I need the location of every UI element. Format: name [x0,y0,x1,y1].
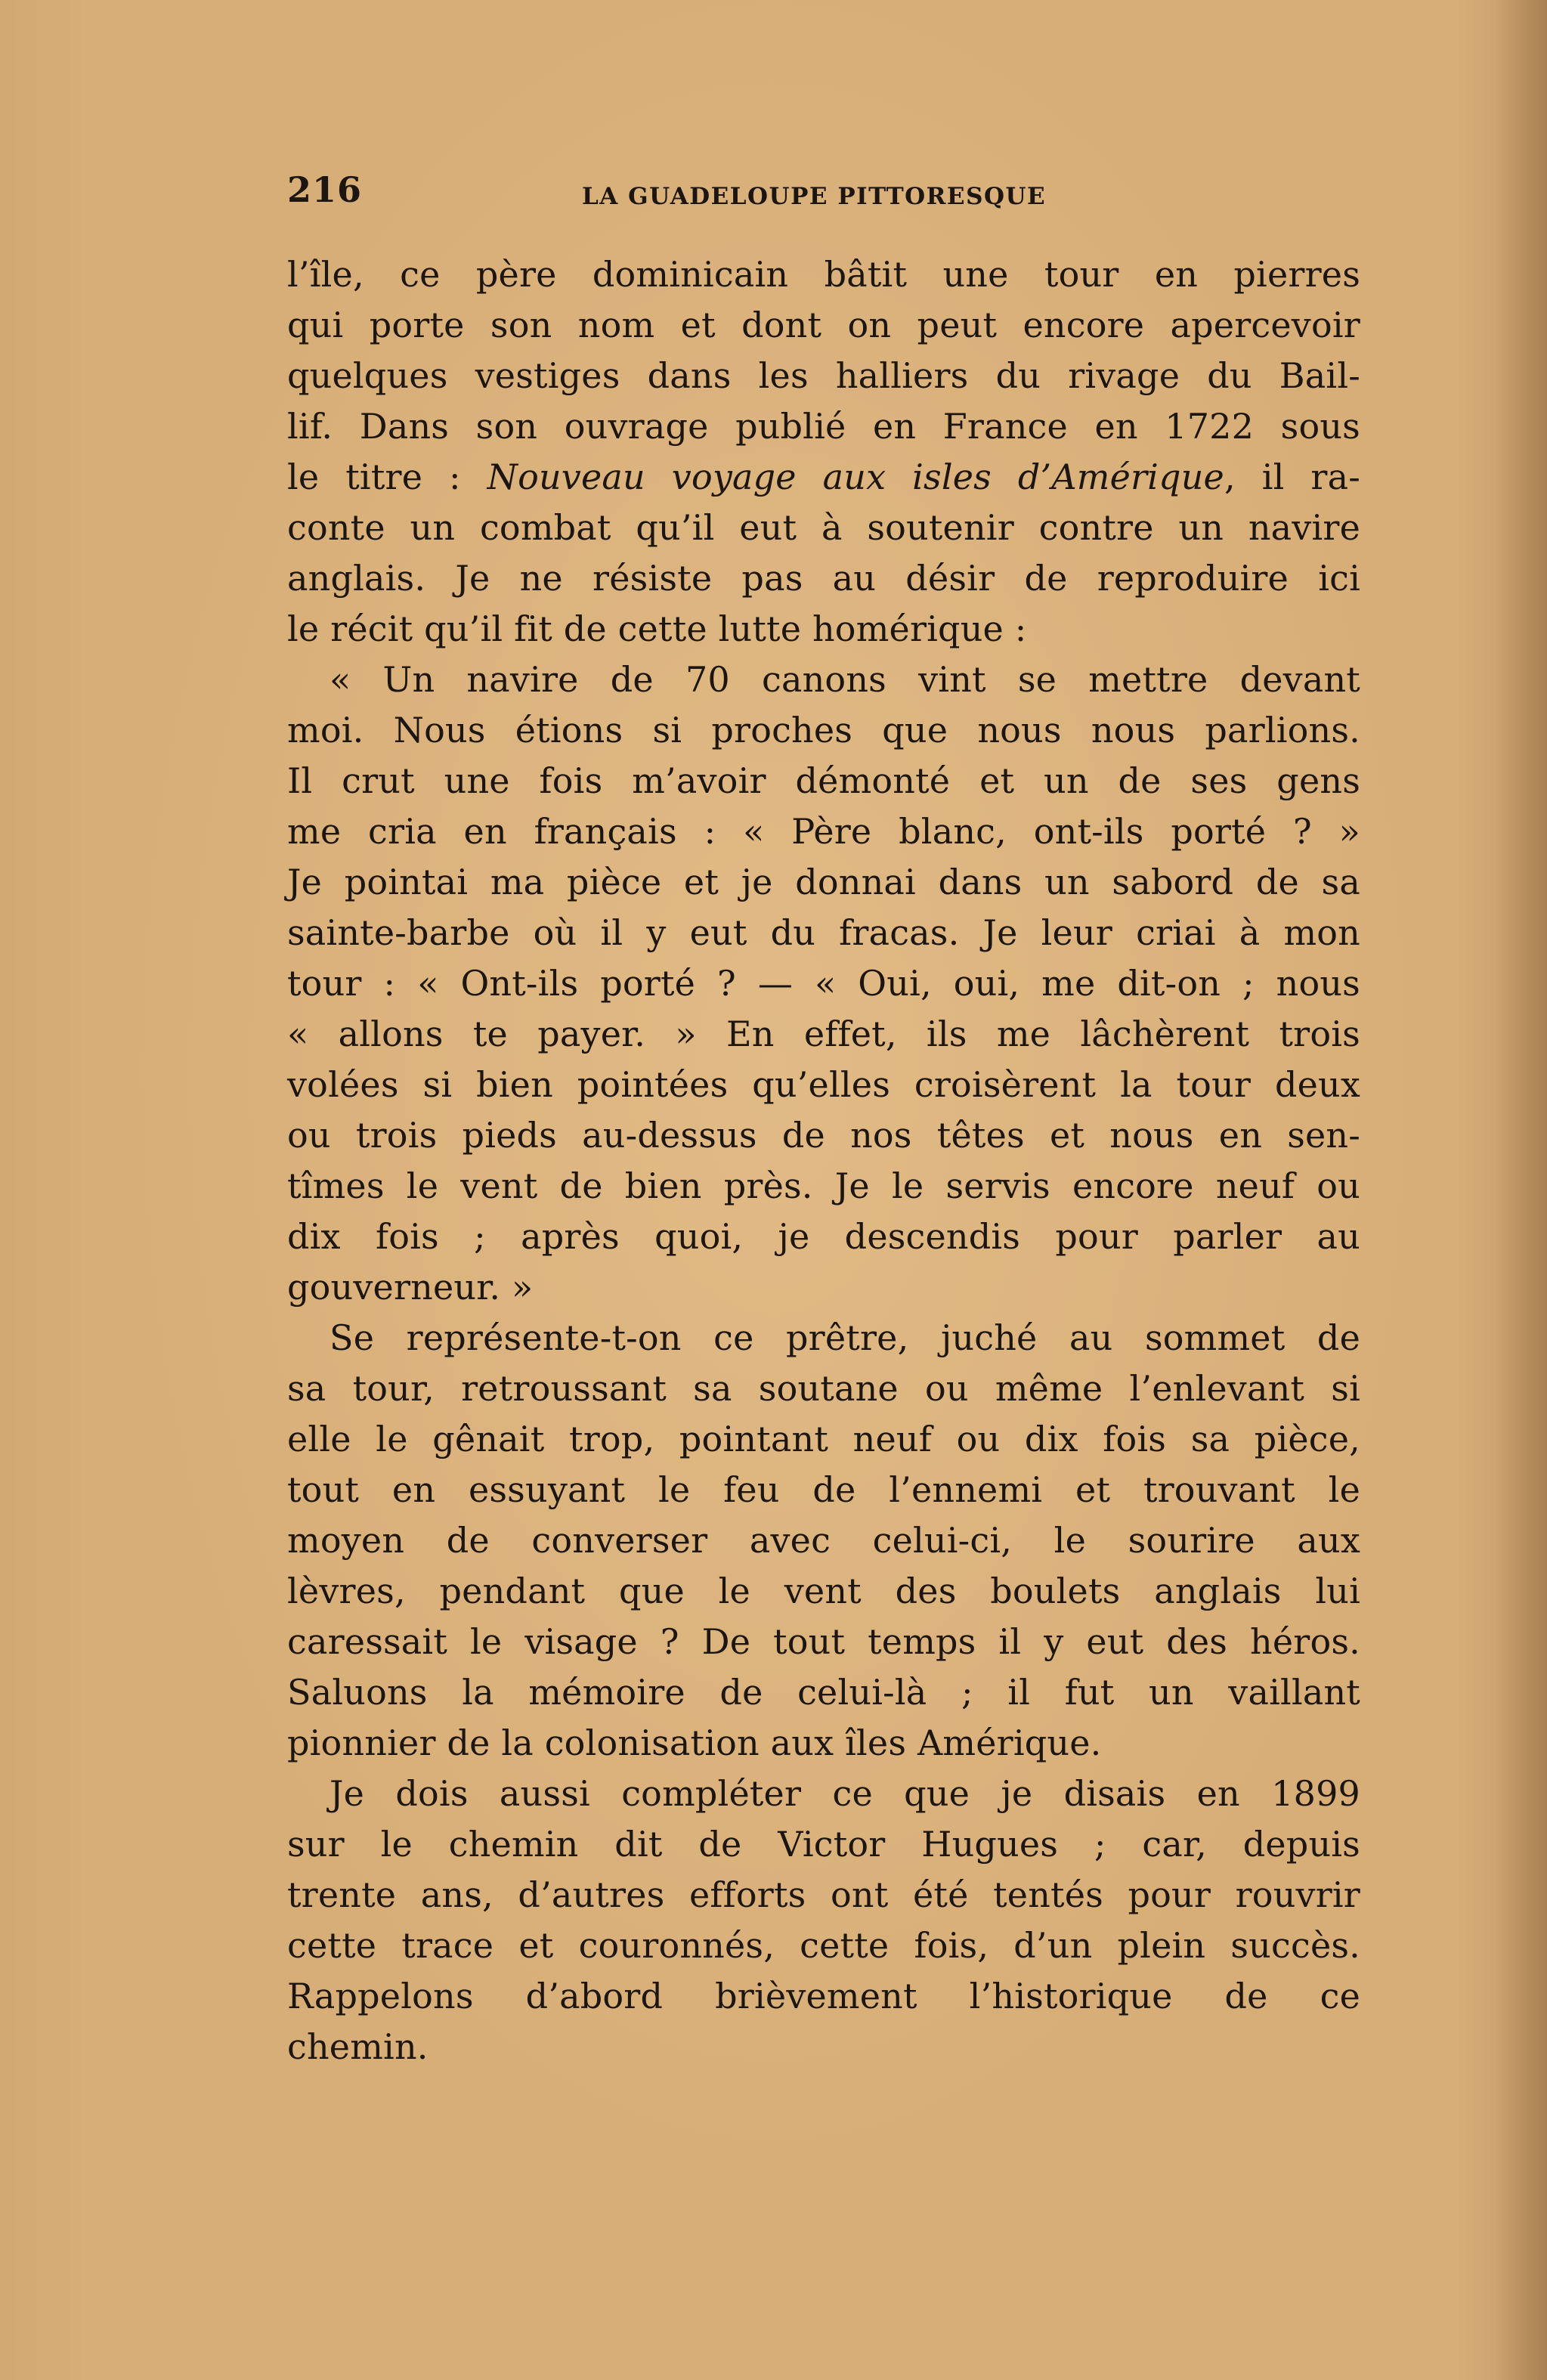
text-line: tout en essuyant le feu de l’ennemi et trouvant le [287,1469,1360,1510]
page-edge-shadow [1494,0,1547,2380]
text-line: « Un navire de 70 canons vint se mettre devant [330,659,1360,700]
text-line: Il crut une fois m’avoir démonté et un de ses gens [287,760,1360,801]
text-line: cette trace et couronnés, cette fois, d’un plein succès. [287,1925,1360,1966]
text-line: quelques vestiges dans les halliers du rivage du Bail- [287,355,1360,396]
text-line: volées si bien pointées qu’elles croisèrent la tour deux [287,1064,1360,1105]
text-line: conte un combat qu’il eut à soutenir contre un navire [287,507,1360,548]
text-line: moyen de converser avec celui-ci, le sourire aux [287,1520,1360,1561]
text-line: anglais. Je ne résiste pas au désir de reproduire ici [287,558,1360,599]
text-line: qui porte son nom et dont on peut encore apercevoir [287,305,1360,345]
page-header [287,169,1360,222]
text-line: Je pointai ma pièce et je donnai dans un sabord de sa [287,862,1360,902]
text-line: trente ans, d’autres efforts ont été tentés pour rouvrir [287,1874,1360,1915]
text-line: lèvres, pendant que le vent des boulets anglais lui [287,1571,1360,1611]
text-line: chemin. [287,2026,429,2067]
running-title: LA GUADELOUPE PITTORESQUE [582,183,1047,210]
text-line: moi. Nous étions si proches que nous nous parlions. [287,710,1360,751]
text-line: me cria en français : « Père blanc, ont-ils porté ? » [287,811,1360,852]
text-line: elle le gênait trop, pointant neuf ou dix fois sa pièce, [287,1419,1360,1459]
text-line: dix fois ; après quoi, je descendis pour parler au [287,1216,1360,1257]
text-line: tîmes le vent de bien près. Je le servis encore neuf ou [287,1165,1360,1206]
text-line: « allons te payer. » En effet, ils me lâchèrent trois [287,1014,1360,1054]
text-line: Se représente-t-on ce prêtre, juché au sommet de [330,1317,1360,1358]
text-line: sa tour, retroussant sa soutane ou même l’enlevant si [287,1368,1360,1409]
text-line: le récit qu’il fit de cette lutte homérique : [287,608,1027,649]
book-title: Nouveau voyage aux isles d’Amérique [487,457,1224,497]
text-line: Saluons la mémoire de celui-là ; il fut un vaillant [287,1672,1360,1713]
text-line: Je dois aussi compléter ce que je disais en 1899 [330,1773,1360,1814]
text-line: l’île, ce père dominicain bâtit une tour en pierres [287,254,1360,295]
body-text [287,249,1360,2072]
text-line: tour : « Ont-ils porté ? — « Oui, oui, me dit-on ; nous [287,963,1360,1004]
text-line: sur le chemin dit de Victor Hugues ; car, depuis [287,1824,1360,1865]
text-line: lif. Dans son ouvrage publié en France en 1722 sous [287,406,1360,447]
text-segment: , il ra- [1224,457,1360,497]
text-line [287,452,1360,503]
text-line: Rappelons d’abord brièvement l’historique de ce [287,1976,1360,2016]
text-segment: le titre : [287,457,487,497]
text-line: gouverneur. » [287,1267,534,1308]
page-number: 216 [287,169,363,210]
text-line: caressait le visage ? De tout temps il y eut des héros. [287,1621,1360,1662]
text-line: sainte-barbe où il y eut du fracas. Je leur criai à mon [287,912,1360,953]
text-line: ou trois pieds au-dessus de nos têtes et nous en sen- [287,1115,1360,1156]
text-line: pionnier de la colonisation aux îles Amérique. [287,1722,1102,1763]
